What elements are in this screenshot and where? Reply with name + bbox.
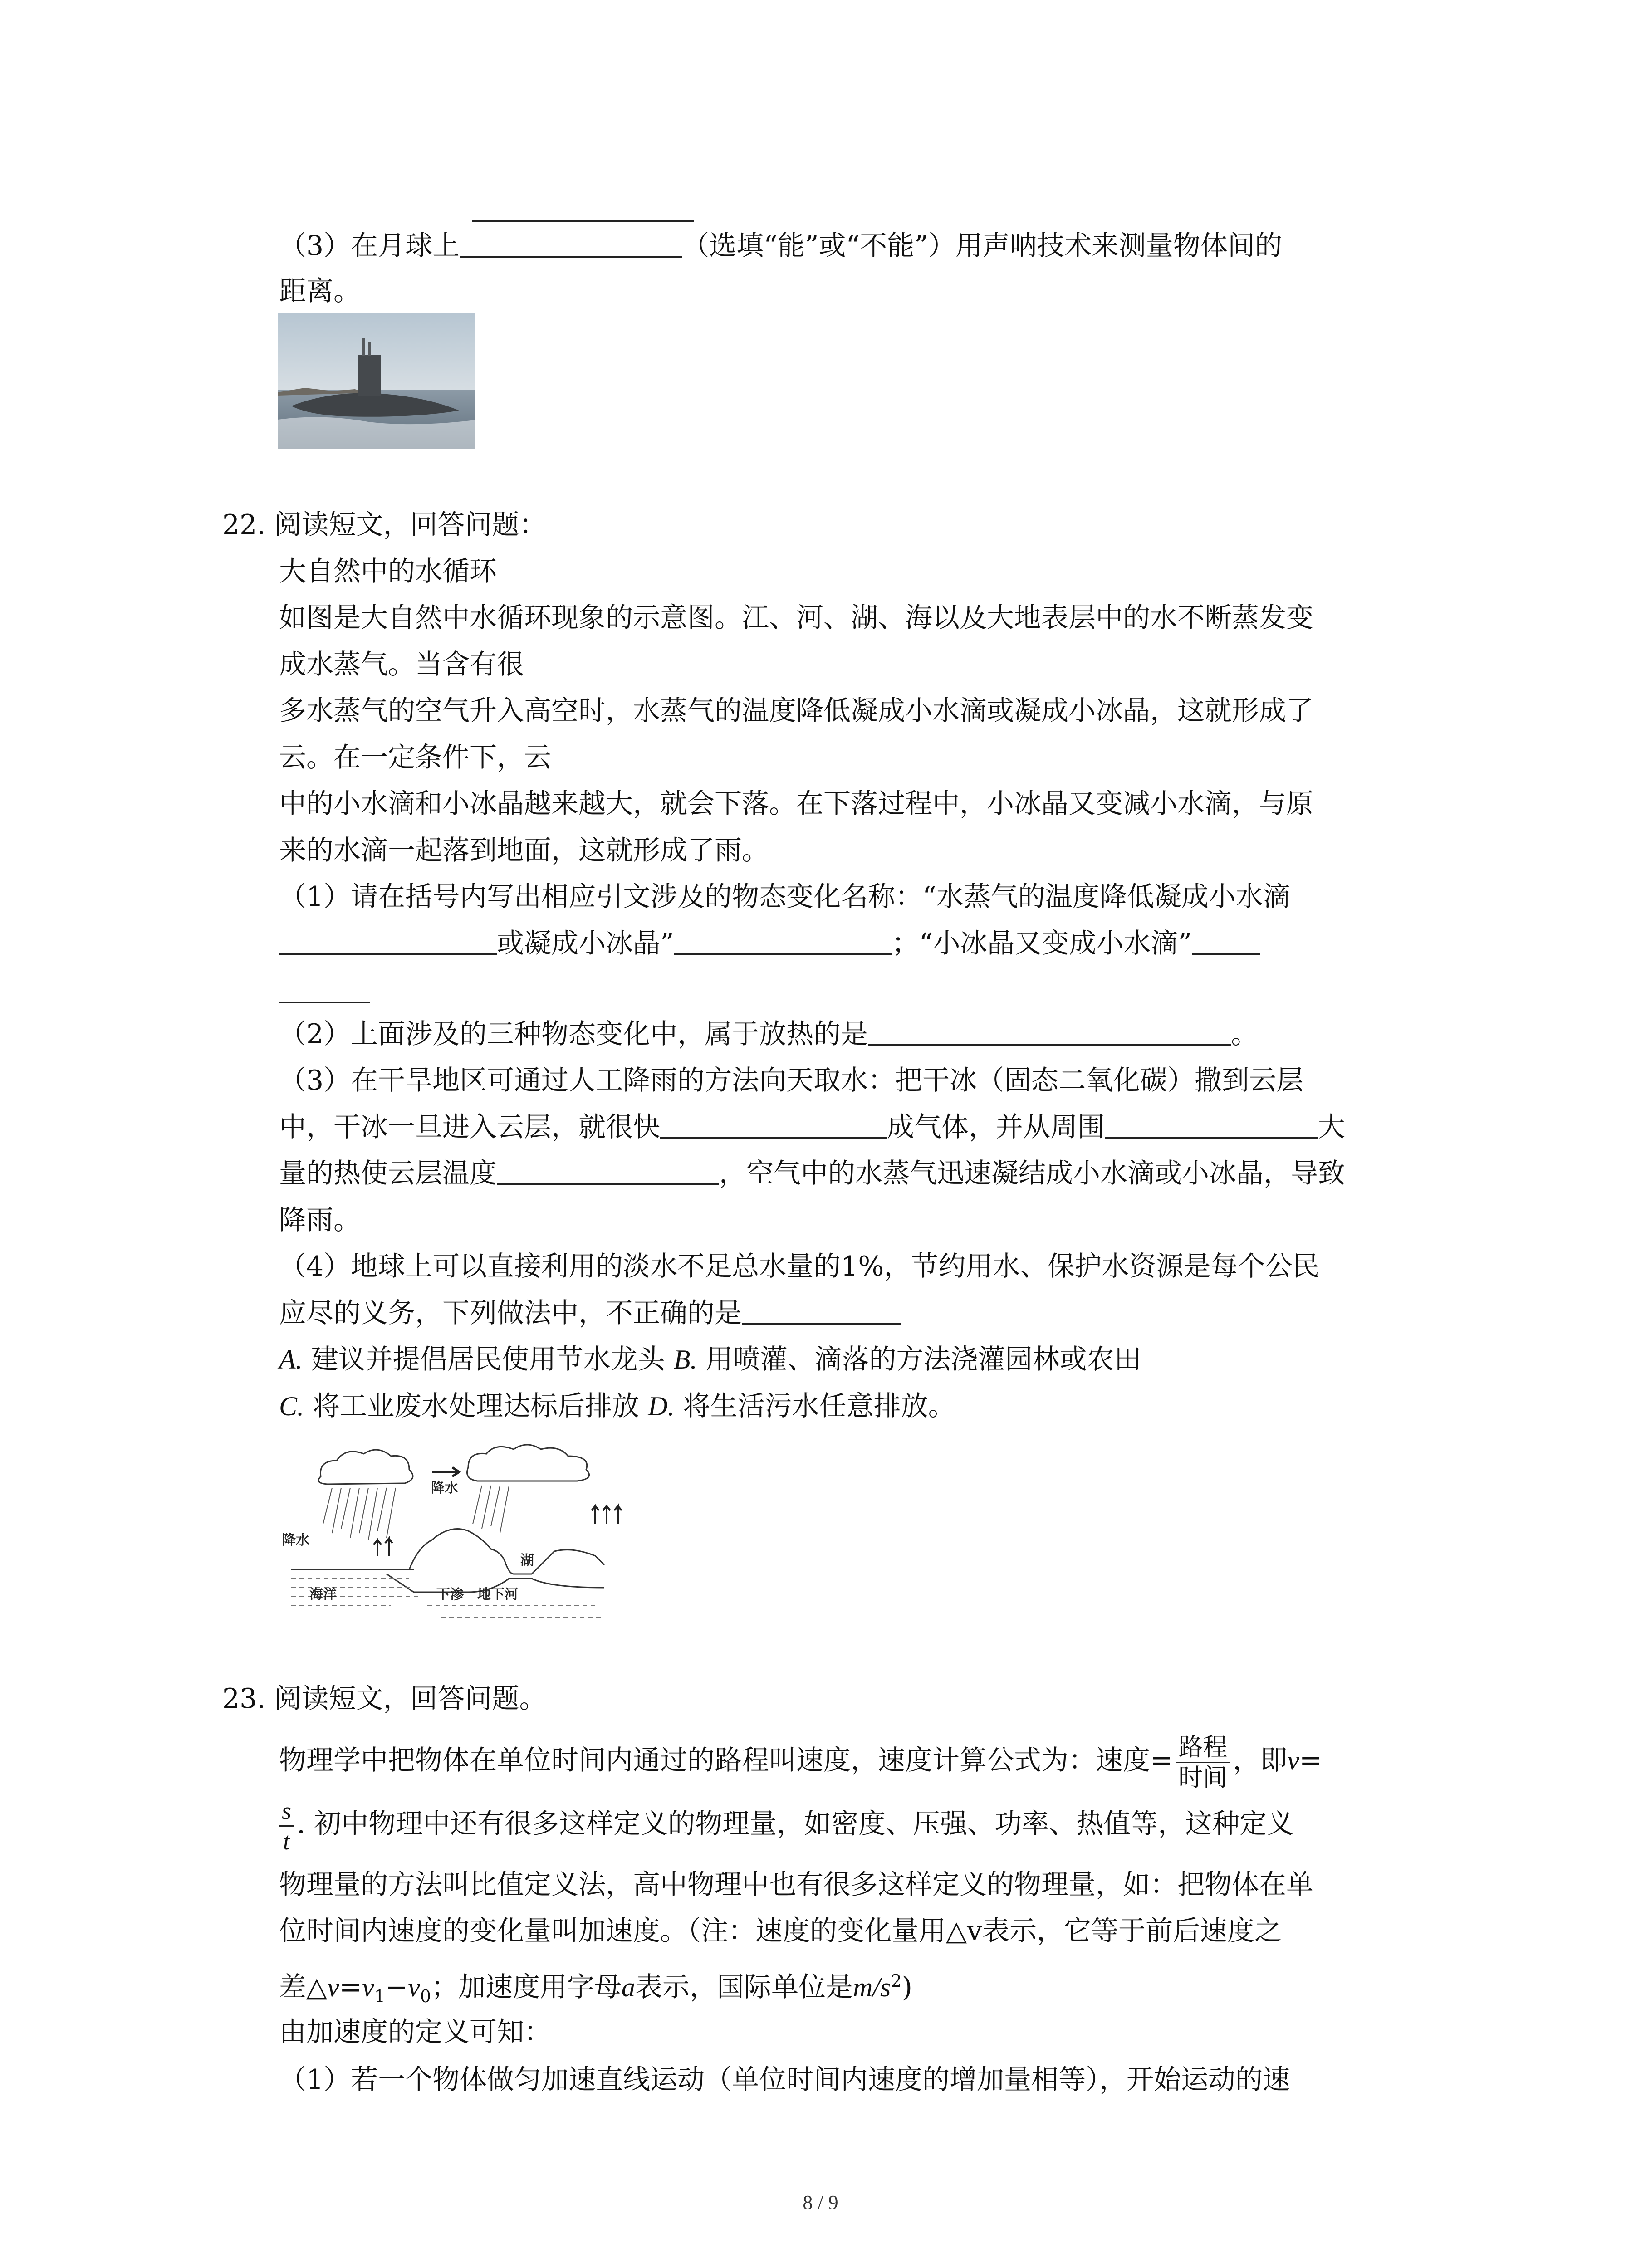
q23-line3: 物理量的方法叫比值定义法，高中物理中也有很多这样定义的物理量，如：把物体在单 — [279, 1869, 1313, 1901]
label-infiltration: 下渗 — [436, 1587, 464, 1602]
var-s: s — [279, 1796, 294, 1827]
evaporation-arrow — [385, 1539, 392, 1556]
answer-blank[interactable] — [868, 1018, 1231, 1046]
answer-blank[interactable] — [742, 1297, 901, 1325]
q23-line4: 位时间内速度的变化量叫加速度。（注：速度的变化量用△v表示，它等于前后速度之 — [279, 1915, 1282, 1947]
option-c-letter: C. — [279, 1391, 304, 1421]
s-over-t-fraction — [279, 1796, 294, 1856]
q22-sub3-line3 — [279, 1153, 1345, 1194]
q23-text: ；加速度用字母 — [431, 1971, 622, 2003]
option-d-letter: D. — [648, 1391, 675, 1421]
q23-heading: 23. 阅读短文，回答问题。 — [222, 1683, 547, 1715]
q22-text: 或凝成小冰晶” — [497, 928, 674, 959]
cloud-right — [467, 1445, 589, 1481]
evaporation-arrow — [603, 1506, 610, 1524]
fraction-numerator: 路程 — [1176, 1733, 1230, 1763]
answer-blank[interactable] — [1192, 927, 1260, 955]
answer-blank[interactable] — [1105, 1111, 1318, 1139]
wind-arrow — [432, 1467, 459, 1476]
label-groundwater: 地下河 — [477, 1587, 518, 1602]
var-v0: v — [408, 1972, 420, 2002]
q21-text: （选填“能”或“不能”）用声呐技术来测量物体间的 — [682, 230, 1282, 262]
q22-options-ab — [279, 1339, 1141, 1380]
label-rain-left: 降水 — [282, 1533, 309, 1548]
q22-text: 成气体，并从周围 — [887, 1111, 1105, 1143]
label-ocean: 海洋 — [309, 1587, 337, 1602]
evaporation-arrow — [374, 1540, 381, 1556]
q23-line6: 由加速度的定义可知： — [279, 2016, 551, 2048]
answer-blank[interactable] — [460, 230, 682, 258]
q22-options-cd — [279, 1386, 955, 1427]
speed-fraction — [1176, 1733, 1230, 1792]
q22-sub2 — [279, 1014, 1258, 1055]
var-v: v — [1287, 1745, 1299, 1776]
answer-blank[interactable] — [674, 927, 892, 955]
q22-paragraph: 云。在一定条件下，云 — [279, 742, 551, 773]
q22-text: 应尽的义务，下列做法中，不正确的是 — [279, 1297, 742, 1329]
answer-blank[interactable] — [497, 1157, 719, 1185]
answer-blank[interactable] — [279, 927, 497, 955]
q23-text: ) — [901, 1971, 912, 2003]
label-rain-top: 降水 — [431, 1481, 458, 1496]
q22-paragraph: 中的小水滴和小冰晶越来越大，就会下落。在下落过程中，小冰晶又变减小水滴，与原 — [279, 788, 1313, 820]
evaporation-arrow — [592, 1506, 599, 1524]
q23-line5: 差$\triangle v=v_1-v_0$；加速度用字母a表示，国际单位是$m/s^2$) — [279, 1971, 912, 2006]
q21-part3-line2: 距离。 — [279, 275, 361, 307]
q22-paragraph: 多水蒸气的空气升入高空时，水蒸气的温度降低凝成小水滴或凝成小冰晶，这就形成了 — [279, 695, 1313, 727]
cloud-left — [318, 1450, 413, 1484]
q22-text: ，空气中的水蒸气迅速凝结成小水滴或小冰晶，导致 — [719, 1158, 1345, 1189]
q22-text: 。 — [1231, 1018, 1259, 1050]
q22-sub4: （4）地球上可以直接利用的淡水不足总水量的1%，节约用水、保护水资源是每个公民 — [279, 1251, 1320, 1282]
q23-text: 差△ — [279, 1971, 328, 2003]
q22-paragraph: 成水蒸气。当含有很 — [279, 649, 524, 680]
option-a-letter: A. — [279, 1344, 303, 1374]
q23-text: ，即 — [1233, 1745, 1288, 1777]
q22-paragraph: 如图是大自然中水循环现象的示意图。江、河、湖、海以及大地表层中的水不断蒸发变 — [279, 602, 1313, 634]
fraction-denominator: 时间 — [1178, 1763, 1228, 1792]
option-a[interactable]: 建议并提倡居民使用节水龙头 — [302, 1344, 674, 1375]
q21-part3-line1 — [279, 225, 1282, 266]
q22-paragraph: 来的水滴一起落到地面，这就形成了雨。 — [279, 835, 769, 866]
evaporation-arrow — [614, 1506, 622, 1524]
q21-text: （3）在月球上 — [279, 230, 460, 262]
unit: m/s — [853, 1972, 891, 2002]
var-a: a — [622, 1972, 636, 2002]
q23-line7: （1）若一个物体做匀加速直线运动（单位时间内速度的增加量相等），开始运动的速 — [279, 2064, 1290, 2096]
option-b-letter: B. — [673, 1344, 697, 1374]
q22-sub4-line2 — [279, 1293, 901, 1334]
q22-text: 量的热使云层温度 — [279, 1158, 497, 1189]
q22-sub1: （1）请在括号内写出相应引文涉及的物态变化名称：“水蒸气的温度降低凝成小水滴 — [279, 881, 1290, 913]
submarine-photo — [278, 313, 475, 449]
label-lake: 湖 — [520, 1553, 534, 1568]
q22-sub1-line2 — [279, 923, 1260, 964]
q23-text: = — [1299, 1745, 1323, 1777]
answer-blank[interactable] — [660, 1111, 887, 1139]
answer-blank-top[interactable] — [472, 194, 694, 222]
q22-sub3-line4: 降雨。 — [279, 1204, 361, 1236]
q22-text: 中，干冰一旦进入云层，就很快 — [279, 1111, 660, 1143]
q22-heading: 22. 阅读短文，回答问题： — [222, 509, 547, 541]
var-v1: v — [362, 1972, 374, 2002]
q22-text: ；“小冰晶又变成小水滴” — [892, 928, 1192, 959]
option-b[interactable]: 用喷灌、滴落的方法浇灌园林或农田 — [697, 1344, 1141, 1375]
var-t: t — [283, 1828, 290, 1855]
q22-sub3-line2 — [279, 1107, 1345, 1148]
q22-title: 大自然中的水循环 — [279, 556, 497, 587]
water-cycle-diagram — [278, 1442, 677, 1637]
q23-text: = — [339, 1971, 362, 2003]
q23-text: − — [385, 1971, 408, 2003]
mountain — [409, 1529, 604, 1574]
answer-blank-continued[interactable] — [279, 975, 370, 1003]
q22-sub3: （3）在干旱地区可通过人工降雨的方法向天取水：把干冰（固态二氧化碳）撒到云层 — [279, 1065, 1304, 1096]
q23-line1 — [279, 1733, 1322, 1792]
var-v: v — [327, 1972, 339, 2002]
page-number: 8 / 9 — [803, 2191, 838, 2214]
option-c[interactable]: 将工业废水处理达标后排放 — [304, 1390, 648, 1422]
q23-text: 物理学中把物体在单位时间内通过的路程叫速度，速度计算公式为：速度= — [279, 1745, 1173, 1777]
q23-text: 表示，国际单位是 — [635, 1971, 853, 2003]
option-d[interactable]: 将生活污水任意排放。 — [674, 1390, 955, 1422]
q23-text: . 初中物理中还有很多这样定义的物理量，如密度、压强、功率、热值等，这种定义 — [297, 1808, 1294, 1840]
q22-text: 大 — [1318, 1111, 1345, 1143]
q23-line2 — [279, 1796, 1294, 1856]
q22-text: （2）上面涉及的三种物态变化中，属于放热的是 — [279, 1018, 868, 1050]
